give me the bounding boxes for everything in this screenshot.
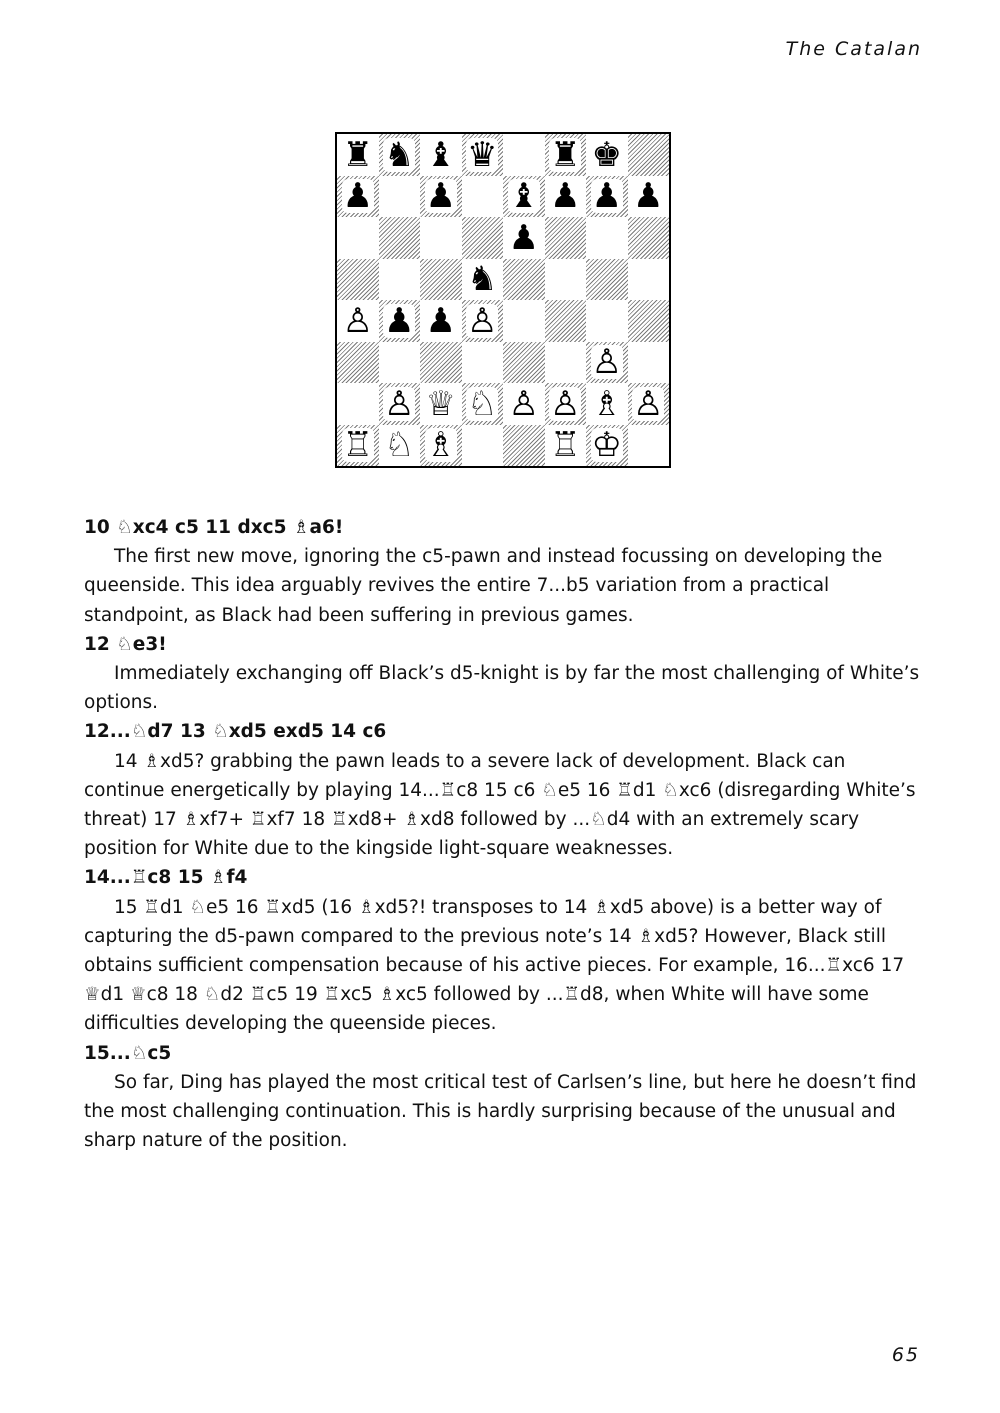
- piece-icon: ♙: [550, 383, 581, 424]
- square-h2: [628, 383, 670, 425]
- square-e5: [503, 259, 545, 301]
- piece-icon: ♜: [550, 134, 581, 175]
- square-a2: [337, 383, 379, 425]
- square-h3: [628, 342, 670, 384]
- page-number: 65: [891, 1344, 920, 1366]
- square-c8: [420, 134, 462, 176]
- square-b7: [379, 176, 421, 218]
- annotation-text: [84, 513, 920, 1155]
- square-d7: [462, 176, 504, 218]
- square-d2: [462, 383, 504, 425]
- piece-icon: ♕: [425, 383, 456, 424]
- piece-icon: ♞: [384, 134, 415, 175]
- square-b6: [379, 217, 421, 259]
- move-heading: 14...♖c8 15 ♗f4: [84, 867, 248, 889]
- piece-icon: ♙: [384, 383, 415, 424]
- square-c2: [420, 383, 462, 425]
- piece-icon: ♟: [425, 300, 456, 341]
- running-head: The Catalan: [785, 38, 922, 60]
- square-f5: [545, 259, 587, 301]
- square-h8: [628, 134, 670, 176]
- piece-icon: ♝: [508, 176, 539, 217]
- square-d6: [462, 217, 504, 259]
- square-a4: [337, 300, 379, 342]
- square-a7: [337, 176, 379, 218]
- square-g5: [586, 259, 628, 301]
- piece-icon: ♚: [591, 134, 622, 175]
- move-heading: 12...♘d7 13 ♘xd5 exd5 14 c6: [84, 721, 387, 743]
- square-c1: [420, 425, 462, 467]
- square-f7: [545, 176, 587, 218]
- square-f2: [545, 383, 587, 425]
- square-e3: [503, 342, 545, 384]
- piece-icon: ♙: [591, 342, 622, 383]
- square-b8: [379, 134, 421, 176]
- piece-icon: ♟: [508, 217, 539, 258]
- piece-icon: ♖: [550, 425, 581, 466]
- square-c4: [420, 300, 462, 342]
- commentary-paragraph: Immediately exchanging off Black’s d5-knight is by far the most challenging of White’s options.: [84, 663, 920, 714]
- piece-icon: ♙: [633, 383, 664, 424]
- piece-icon: ♝: [425, 134, 456, 175]
- square-b2: [379, 383, 421, 425]
- piece-icon: ♞: [467, 259, 498, 300]
- square-d3: [462, 342, 504, 384]
- piece-icon: ♟: [425, 176, 456, 217]
- commentary-paragraph: So far, Ding has played the most critical test of Carlsen’s line, but here he doesn’t find the most challenging continuation. This is hardly surprising because of the unusual and sharp nature of the position.: [84, 1071, 917, 1152]
- piece-icon: ♙: [467, 300, 498, 341]
- piece-icon: ♛: [467, 134, 498, 175]
- piece-icon: ♙: [508, 383, 539, 424]
- square-a8: [337, 134, 379, 176]
- square-e7: [503, 176, 545, 218]
- square-h4: [628, 300, 670, 342]
- square-f6: [545, 217, 587, 259]
- square-b5: [379, 259, 421, 301]
- square-h5: [628, 259, 670, 301]
- commentary-paragraph: 15 ♖d1 ♘e5 16 ♖xd5 (16 ♗xd5?! transposes to 14 ♗xd5 above) is a better way of capturing the d5-pawn compared to the previous note’s 14 ♗xd5? However, Black still obtains sufficient compensation because of his active pieces. For example, 16...♖xc6 17 ♕d1 ♕c8 18 ♘d2 ♖c5 19 ♖xc5 ♗xc5 followed by ...♖d8, when White will have some difficulties developing the queenside pieces.: [84, 896, 905, 1035]
- square-c5: [420, 259, 462, 301]
- piece-icon: ♔: [591, 425, 622, 466]
- piece-icon: ♙: [342, 300, 373, 341]
- square-f3: [545, 342, 587, 384]
- square-a5: [337, 259, 379, 301]
- square-d1: [462, 425, 504, 467]
- square-g2: [586, 383, 628, 425]
- square-a6: [337, 217, 379, 259]
- piece-icon: ♟: [591, 176, 622, 217]
- piece-icon: ♗: [425, 425, 456, 466]
- square-f8: [545, 134, 587, 176]
- piece-icon: ♘: [384, 425, 415, 466]
- move-heading: 10 ♘xc4 c5 11 dxc5 ♗a6!: [84, 517, 344, 538]
- square-h6: [628, 217, 670, 259]
- square-c7: [420, 176, 462, 218]
- piece-icon: ♟: [550, 176, 581, 217]
- piece-icon: ♗: [591, 383, 622, 424]
- square-c3: [420, 342, 462, 384]
- square-h1: [628, 425, 670, 467]
- square-g8: [586, 134, 628, 176]
- square-b1: [379, 425, 421, 467]
- commentary-paragraph: 14 ♗xd5? grabbing the pawn leads to a severe lack of development. Black can continue energetically by playing 14...♖c8 15 c6 ♘e5 16 ♖d1 ♘xc6 (disregarding White’s threat) 17 ♗xf7+ ♖xf7 18 ♖xd8+ ♗xd8 followed by ...♘d4 with an extremely scary position for White due to the kingside light-square weaknesses.: [84, 750, 916, 860]
- square-d5: [462, 259, 504, 301]
- piece-icon: ♜: [342, 134, 373, 175]
- square-c6: [420, 217, 462, 259]
- piece-icon: ♟: [384, 300, 415, 341]
- square-a3: [337, 342, 379, 384]
- square-d8: [462, 134, 504, 176]
- square-f1: [545, 425, 587, 467]
- square-h7: [628, 176, 670, 218]
- piece-icon: ♟: [342, 176, 373, 217]
- piece-icon: ♟: [633, 176, 664, 217]
- move-heading: 15...♘c5: [84, 1042, 172, 1064]
- square-e2: [503, 383, 545, 425]
- commentary-paragraph: The first new move, ignoring the c5-pawn and instead focussing on developing the queenside. This idea arguably revives the entire 7...b5 variation from a practical standpoint, as Black had been suffering in previous games.: [84, 546, 883, 626]
- square-a1: [337, 425, 379, 467]
- chess-diagram: [335, 132, 671, 468]
- square-g3: [586, 342, 628, 384]
- square-d4: [462, 300, 504, 342]
- piece-icon: ♘: [467, 383, 498, 424]
- square-e1: [503, 425, 545, 467]
- piece-icon: ♖: [342, 425, 373, 466]
- square-g6: [586, 217, 628, 259]
- square-b4: [379, 300, 421, 342]
- square-e6: [503, 217, 545, 259]
- square-b3: [379, 342, 421, 384]
- square-f4: [545, 300, 587, 342]
- square-g1: [586, 425, 628, 467]
- move-heading: 12 ♘e3!: [84, 633, 167, 655]
- square-e8: [503, 134, 545, 176]
- square-g7: [586, 176, 628, 218]
- square-e4: [503, 300, 545, 342]
- square-g4: [586, 300, 628, 342]
